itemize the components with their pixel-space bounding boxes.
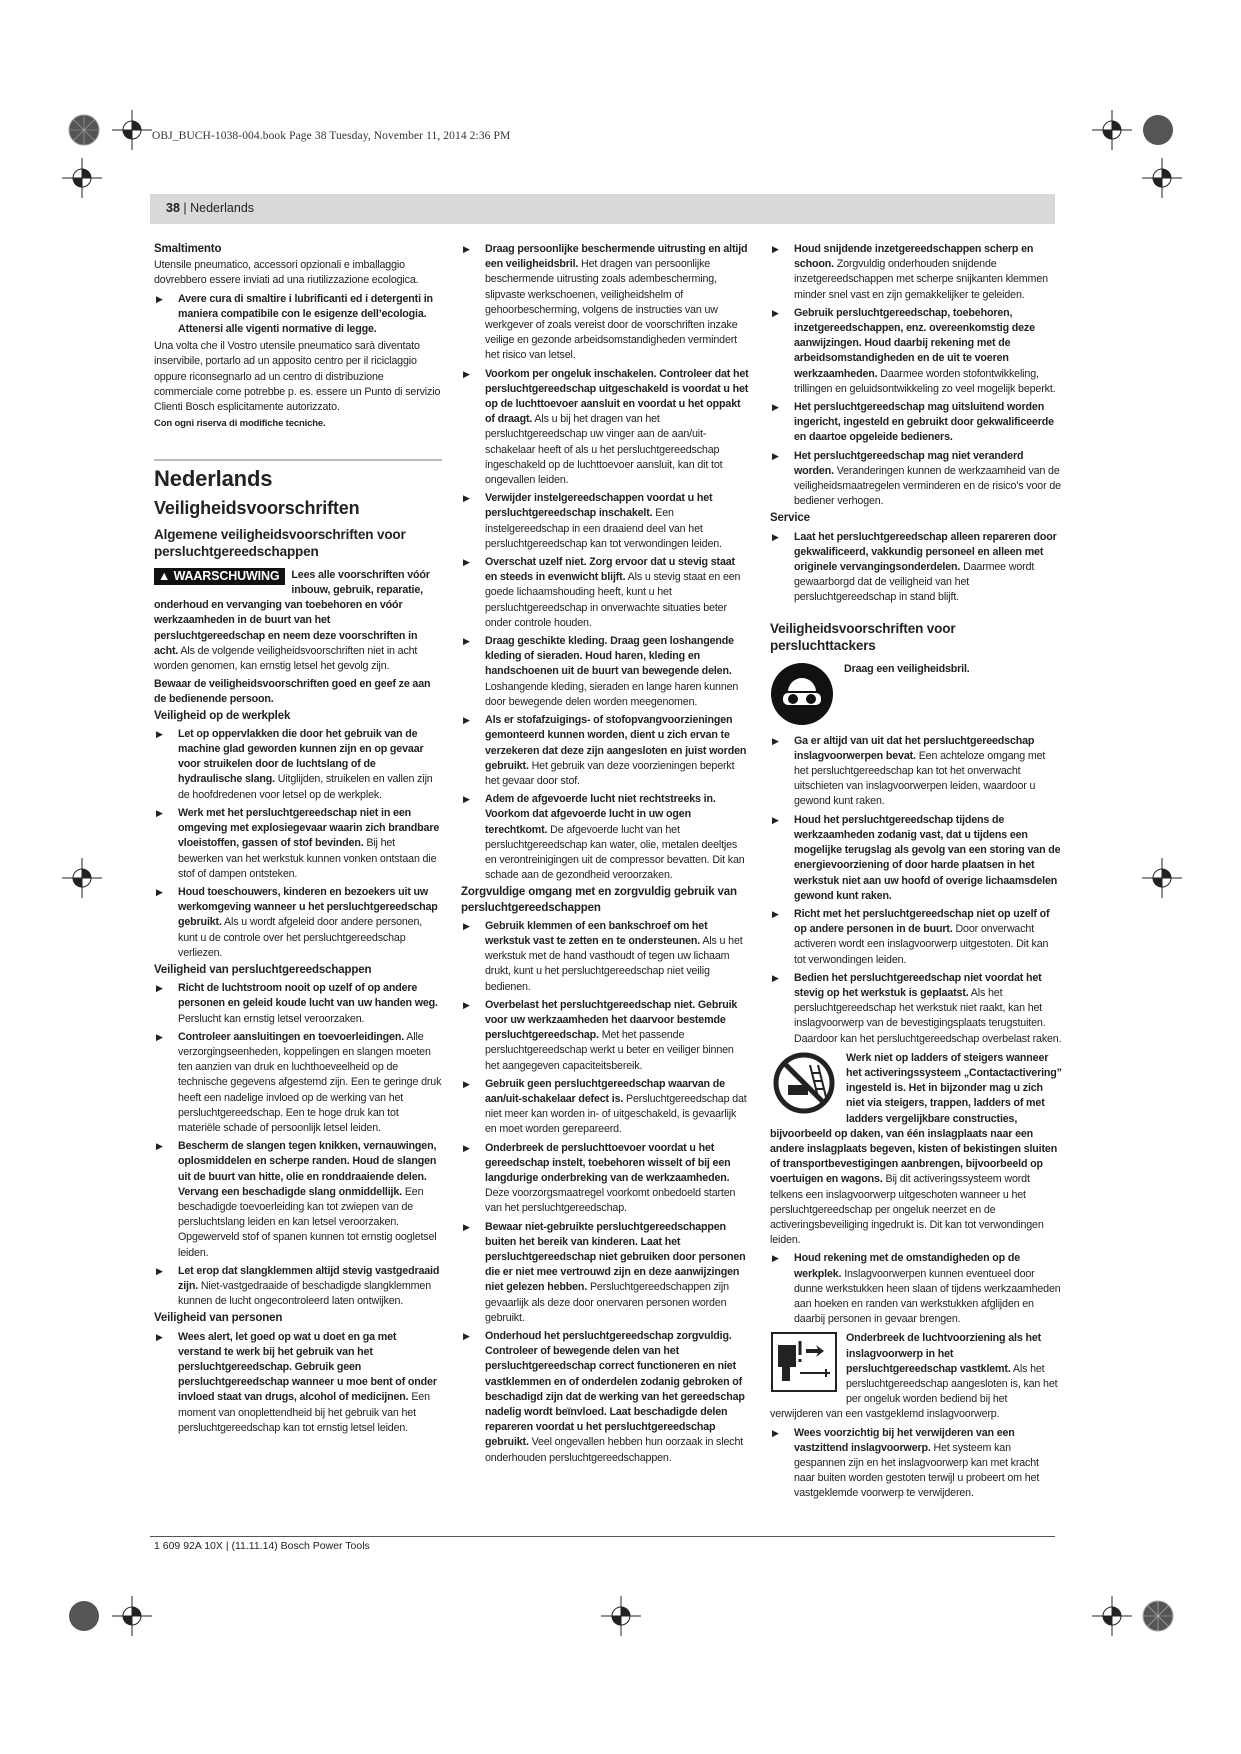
bullet-item: ▶ Let erop dat slangklemmen altijd stevig vastgedraaid zijn. Niet-vastgedraaide of beschadigde slangklemmen kunnen de lucht ongecontroleerd laten ontwijken.: [154, 1264, 442, 1310]
bullet-item: ▶ Gebruik klemmen of een bankschroef om het werkstuk vast te zetten en te ondersteunen. Als u het werkstuk met de hand vasthoudt of tegen uw lichaam drukt, kunt u het persluchtgereedschap niet veilig bedienen.: [461, 919, 749, 995]
registration-mark-top-left: [64, 110, 104, 150]
bullet-item: ▶ Bescherm de slangen tegen knikken, vernauwingen, oplosmiddelen en scherpe randen. Houd de slangen uit de buurt van hitte, olie en ronddraaiende delen. Vervang een beschadigde slang onmiddellijk. Een beschadigde toevoerleiding kan tot zwiepen van de persluchtslang leiden en kan letsel veroorzaken. Opgewerveld stof of spanen kunnen tot ernstig oogletsel leiden.: [154, 1139, 442, 1261]
ladder-warning: Werk niet op ladders of steigers wanneer het activeringssysteem „Contactactivering” ingesteld is. Het in bijzonder mag u zich niet via steigers, trappen, ladders of met ladders vergelijkbare constructies, bijvoorbeeld op daken, van één inslagplaats naar een andere inslagplaats begeven, kisten of bekistingen sluiten of transportbevestigingen aanbrengen, bijvoorbeeld op voertuigen en wagons. Bij dit activeringssysteem wordt telkens een inslagvoorwerp uitgeschoten wanneer u het persluchtgereedschap per ongeluk neerzet en de activeringsbeveiliging ingedrukt is. Dit kan tot verwondingen leiden.: [770, 1051, 1062, 1247]
heading-smaltimento: Smaltimento: [154, 243, 222, 255]
bullet-item: ▶ Richt met het persluchtgereedschap niet op uzelf of op andere personen in de buurt. Door onverwacht activeren wordt een inslagvoorwerp uitgestoten. Dit kan tot verwondingen leiden.: [770, 907, 1062, 968]
bullet-item: ▶ Overbelast het persluchtgereedschap niet. Gebruik voor uw werkzaamheden het daarvoor bestemde persluchtgereedschap. Met het passende persluchtgereedschap werkt u beter en veiliger binnen het aangegeven capaciteitsbereik.: [461, 998, 749, 1074]
crosshair-bottom-left: [110, 1594, 154, 1638]
heading-service: Service: [770, 512, 810, 525]
bullet-item: ▶ Het persluchtgereedschap mag uitsluitend worden ingericht, ingesteld en gebruikt door gekwalificeerde en daartoe opgeleide bedieners.: [770, 400, 1062, 446]
registration-mark-bottom-left: [64, 1596, 104, 1636]
page-header: [166, 201, 254, 215]
bullet-item: ▶ Onderhoud het persluchtgereedschap zorgvuldig. Controleer of bewegende delen van het persluchtgereedschap correct functioneren en niet vastklemmen en of onderdelen zodanig gebroken of beschadigd zijn dat de werking van het gereedschap nadelig wordt beïnvloed. Laat beschadigde delen repareren voordat u het persluchtgereedschap gebruikt. Veel ongevallen hebben hun oorzaak in slecht onderhouden persluchtgereedschappen.: [461, 1329, 749, 1466]
warning-badge: ▲ WAARSCHUWING: [154, 568, 285, 585]
heading-veiligheid: Veiligheid van persluchtgereedschappen: [154, 963, 372, 976]
bullet-item: ▶ Draag geschikte kleding. Draag geen loshangende kleding of sieraden. Houd haren, kleding en handschoenen uit de buurt van bewegende delen. Loshangende kleding, sieraden en lange haren kunnen door bewegende delen worden meegenomen.: [461, 634, 749, 710]
bullet-item: ▶ Bewaar niet-gebruikte persluchtgereedschappen buiten het bereik van kinderen. Laat het persluchtgereedschap niet gebruiken door personen die er niet mee vertrouwd zijn en deze aanwijzingen niet gelezen hebben. Persluchtgereedschappen zijn gevaarlijk als deze door onervaren personen worden gebruikt.: [461, 1220, 749, 1326]
crosshair-right-top: [1140, 156, 1184, 200]
bullet-item: ▶ Het persluchtgereedschap mag niet veranderd worden. Veranderingen kunnen de werkzaamheid van de veiligheidsmaatregelen verminderen en de risico’s voor de bediener verhogen.: [770, 449, 1062, 510]
registration-mark-top-right: [1138, 110, 1178, 150]
crosshair-bottom-right: [1090, 1594, 1134, 1638]
crosshair-left-middle: [60, 856, 104, 900]
bullet-item: ▶ Avere cura di smaltire i lubrificanti ed i detergenti in maniera compatibile con le esigenze dell’ecologia. Attenersi alle vigenti normative di legge.: [154, 292, 442, 338]
bullet-item: ▶ Laat het persluchtgereedschap alleen repareren door gekwalificeerd, vakkundig personeel en alleen met originele vervangingsonderdelen. Daarmee wordt gewaarborgd dat de veiligheid van het persluchtgereedschap in stand blijft.: [770, 530, 1062, 606]
disconnect-air-icon: [770, 1331, 838, 1393]
heading-zorgvuldig: Zorgvuldige omgang met en zorgvuldig gebruik van persluchtgereedschappen: [461, 886, 737, 914]
bullet-item: ▶ Houd het persluchtgereedschap tijdens de werkzaamheden zodanig vast, dat u tijdens een mogelijke terugslag als gevolg van een storing van de energievoorziening of door harde plaatsen in het werkstuk niet aan uw hoofd of overige lichaamsdelen gewond kunt raken.: [770, 813, 1062, 904]
crosshair-bottom-center: [599, 1594, 643, 1638]
section-heading: Algemene veiligheidsvoorschriften voor persluchtgereedschappen: [154, 526, 406, 559]
bullet-item: ▶ Gebruik persluchtgereedschap, toebehoren, inzetgereedschappen, enz. overeenkomstig deze aanwijzingen. Houd daarbij rekening met de arbeidsomstandigheden en de uit te voeren werkzaamheden. Daarmee worden stofontwikkeling, trillingen en geluidsontwikkeling zo veel mogelijk beperkt.: [770, 306, 1062, 397]
bullet-item: ▶ Houd snijdende inzetgereedschappen scherp en schoon. Zorgvuldig onderhouden snijdende inzetgereedschappen met scherpe snijkanten klemmen minder snel vast en zijn gemakkelijker te geleiden.: [770, 242, 1062, 303]
bullet-item: ▶ Adem de afgevoerde lucht niet rechtstreeks in. Voorkom dat afgevoerde lucht in uw ogen terechtkomt. De afgevoerde lucht van het persluchtgereedschap kan water, olie, metalen deeltjes en verontreinigingen uit de compressor bevatten. Dit kan schade aan de gezondheid veroorzaken.: [461, 792, 749, 883]
warning-icon: ▲: [158, 568, 171, 583]
bullet-item: ▶ Verwijder instelgereedschappen voordat u het persluchtgereedschap inschakelt. Een instelgereedschap in een draaiend deel van het persluchtgereedschap kan tot verwondingen leiden.: [461, 491, 749, 552]
bullet-item: ▶ Overschat uzelf niet. Zorg ervoor dat u stevig staat en steeds in evenwicht blijft. Als u stevig staat en een goede lichaamshouding heeft, kunt u het persluchtgereedschap in onverwachte situaties beter onder controle houden.: [461, 555, 749, 631]
crosshair-left-top: [60, 156, 104, 200]
crosshair-top-right: [1090, 108, 1134, 152]
bullet-item: ▶ Gebruik geen persluchtgereedschap waarvan de aan/uit-schakelaar defect is. Persluchtgereedschap dat niet meer kan worden in- of uitgeschakeld, is gevaarlijk en moet worden gerepareerd.: [461, 1077, 749, 1138]
bullet-item: ▶ Werk met het persluchtgereedschap niet in een omgeving met explosiegevaar waarin zich brandbare vloeistoffen, gassen of stof bevinden. Bij het bewerken van het werkstuk kunnen vonken ontstaan die stof of dampen ontsteken.: [154, 806, 442, 882]
bullet-item: ▶ Wees voorzichtig bij het verwijderen van een vastzittend inslagvoorwerp. Het systeem kan gespannen zijn en het inslagvoorwerp kan met kracht naar buiten worden gestoten terwijl u probeert om het vastgeklemde voorwerp te verwijderen.: [770, 1426, 1062, 1502]
goggles-notice: Draag een veiligheidsbril.: [770, 662, 1062, 726]
paragraph: Bewaar de veiligheidsvoorschriften goed en geef ze aan de bedienende persoon.: [154, 678, 431, 706]
crosshair-top-left: [110, 108, 154, 152]
bullet-item: ▶ Richt de luchtstroom nooit op uzelf of op andere personen en geleid koude lucht van uw handen weg. Perslucht kan ernstig letsel veroorzaken.: [154, 981, 442, 1027]
header-separator: |: [179, 201, 191, 215]
page-footer: 1 609 92A 10X | (11.11.14) Bosch Power Tools: [154, 1540, 370, 1552]
bullet-item: ▶ Let op oppervlakken die door het gebruik van de machine glad geworden kunnen zijn en op gevaar voor struikelen door de luchtslang of de hydraulische slang. Uitglijden, struikelen en vallen zijn de hoofdredenen voor letsel op de werkplek.: [154, 727, 442, 803]
registration-mark-bottom-right: [1138, 1596, 1178, 1636]
bullet-item: ▶ Houd toeschouwers, kinderen en bezoekers uit uw werkomgeving wanneer u het persluchtgereedschap gebruikt. Als u wordt afgeleid door andere personen, kunt u de controle over het persluchtgereedschap verliezen.: [154, 885, 442, 961]
section-subtitle: Veiligheidsvoorschriften: [154, 497, 360, 518]
paragraph: Una volta che il Vostro utensile pneumatico sarà diventato inservibile, portarlo ad un apposito centro per il riciclaggio oppure riconsegnarlo ad un centro di distribuzione commerciale come potrebbe p. es. essere un Punto di servizio Clienti Bosch esplicitamente autorizzato.: [154, 340, 441, 414]
column-3: [770, 242, 1062, 1504]
heading-personen: Veiligheid van personen: [154, 1312, 283, 1325]
bullet-item: ▶ Wees alert, let goed op wat u doet en ga met verstand te werk bij het gebruik van het persluchtgereedschap. Gebruik geen persluchtgereedschap wanneer u moe bent of onder invloed staat van drugs, alcohol of medicijnen. Een moment van onoplettendheid bij het gebruik van het persluchtgereedschap kan tot ernstig letsel leiden.: [154, 1330, 442, 1436]
bullet-item: ▶ Als er stofafzuigings- of stofopvangvoorzieningen gemonteerd kunnen worden, dient u zich ervan te verzekeren dat deze zijn aangesloten en juist worden gebruikt. Het gebruik van deze voorzieningen beperkt het gevaar door stof.: [461, 713, 749, 789]
column-1: [154, 242, 442, 1438]
header-section: Nederlands: [190, 201, 255, 215]
warning-block: ▲ WAARSCHUWING Lees alle voorschriften vóór inbouw, gebruik, reparatie, onderhoud en vervanging van toebehoren en vóór werkzaamheden in de buurt van het persluchtgereedschap en neem deze voorschriften in acht. Als de volgende veiligheidsvoorschriften niet in acht worden genomen, kan ernstig letsel het gevolg zijn.: [154, 568, 430, 673]
section-heading-tackers: Veiligheidsvoorschriften voor persluchttackers: [770, 620, 956, 653]
air-supply-notice: Onderbreek de luchtvoorziening als het inslagvoorwerp in het persluchtgereedschap vastklemt. Als het persluchtgereedschap aangesloten is, kan het per ongeluk worden bediend bij het verwijderen van een vastgeklemd inslagvoorwerp.: [770, 1332, 1058, 1421]
bullet-item: ▶ Voorkom per ongeluk inschakelen. Controleer dat het persluchtgereedschap uitgeschakeld is voordat u het op de luchttoevoer aansluit en voordat u het oppakt of draagt. Als u bij het dragen van het persluchtgereedschap uw vinger aan de aan/uit-schakelaar heeft of als u het persluchtgereedschap ingeschakeld op de luchttoevoer aansluit, kan dit tot ongevallen leiden.: [461, 367, 749, 489]
bullet-item: ▶ Houd rekening met de omstandigheden op de werkplek. Inslagvoorwerpen kunnen eventueel door dunne werkstukken heen slaan of tijdens werkzaamheden aan hoeken en randen van werkstukken afglijden en daarbij personen in gevaar brengen.: [770, 1251, 1062, 1327]
technical-reservation: Con ogni riserva di modifiche tecniche.: [154, 418, 326, 430]
safety-goggles-icon: [770, 662, 834, 726]
section-title: Nederlands: [154, 459, 442, 486]
print-slug: OBJ_BUCH-1038-004.book Page 38 Tuesday, November 11, 2014 2:36 PM: [152, 130, 511, 142]
heading-werkplek: Veiligheid op de werkplek: [154, 709, 291, 722]
page-number: 38: [166, 201, 180, 215]
paragraph: Utensile pneumatico, accessori opzionali e imballaggio dovrebbero essere inviati ad una riutilizzazione ecologica.: [154, 259, 419, 287]
no-ladder-icon: [770, 1051, 838, 1115]
bullet-item: ▶ Bedien het persluchtgereedschap niet voordat het stevig op het werkstuk is geplaatst. Als het persluchtgereedschap het werkstuk niet raakt, kan het inslagvoorwerp van de bevestigingsplaats terugstuiten. Daardoor kan het persluchtgereedschap overbelast raken.: [770, 971, 1062, 1047]
crosshair-right-middle: [1140, 856, 1184, 900]
bullet-item: ▶ Draag persoonlijke beschermende uitrusting en altijd een veiligheidsbril. Het dragen van persoonlijke beschermende uitrusting zoals adembescherming, slipvaste werkschoenen, veiligheidshelm of gehoorbescherming, volgens de instructies van uw werkgever of zoals vereist door de voorschriften inzake veilige en gezonde arbeidsomstandigheden vermindert het risico van letsel.: [461, 242, 749, 364]
bullet-item: ▶ Onderbreek de persluchttoevoer voordat u het gereedschap instelt, toebehoren wisselt of bij een langdurige onderbreking van de werkzaamheden. Deze voorzorgsmaatregel voorkomt onbedoeld starten van het persluchtgereedschap.: [461, 1141, 749, 1217]
bullet-item: ▶ Controleer aansluitingen en toevoerleidingen. Alle verzorgingseenheden, koppelingen en slangen moeten ten aanzien van druk en luchthoeveelheid op de technische gegevens afgestemd zijn. Een te geringe druk heeft een nadelige invloed op de werking van het persluchtgereedschap. Een te hoge druk kan tot materiële schade of persoonlijk letsel leiden.: [154, 1030, 442, 1136]
bullet-item: ▶ Ga er altijd van uit dat het persluchtgereedschap inslagvoorwerpen bevat. Een achteloze omgang met het persluchtgereedschap kan tot het onverwacht uitschieten van inslagvoorwerpen leiden, waardoor u gewond kunt raken.: [770, 734, 1062, 810]
page-header-bar: [150, 194, 1055, 224]
footer-rule: [150, 1536, 1055, 1537]
column-2: [461, 242, 749, 1468]
